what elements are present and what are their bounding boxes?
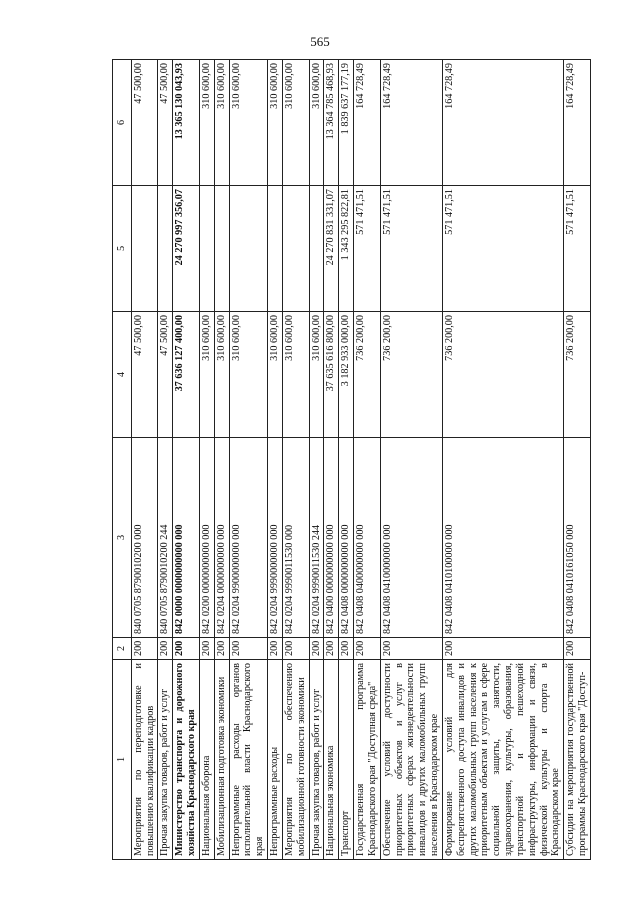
row-code: 842 0408 0410100000 000 [442,438,563,638]
row-col2: 200 [214,638,229,660]
row-value-5: 571 471,51 [442,186,563,312]
column-header: 1 [113,660,132,860]
row-name: Транспорт [339,660,354,860]
row-name: Министерство транспорта и дорожного хозяйства Краснодарского края [173,660,200,860]
table-row [339,60,354,860]
row-value-6: 310 600,00 [309,60,324,186]
row-value-4: 310 600,00 [309,312,324,438]
row-value-4: 736 200,00 [442,312,563,438]
row-col2: 200 [131,638,158,660]
row-value-6: 164 728,49 [442,60,563,186]
row-value-6: 1 839 637 177,19 [339,60,354,186]
row-value-5 [214,186,229,312]
row-value-4: 37 635 616 800,00 [324,312,339,438]
row-col2: 200 [309,638,324,660]
row-col2: 200 [199,638,214,660]
budget-table-rotated [112,60,620,860]
table-row [173,60,200,860]
row-value-5 [229,186,267,312]
row-value-4: 736 200,00 [354,312,381,438]
row-value-6: 47 500,00 [158,60,173,186]
row-code: 842 0200 0000000000 000 [199,438,214,638]
row-name: Национальная экономика [324,660,339,860]
table-row [229,60,267,860]
row-col2: 200 [282,638,309,660]
table-row [354,60,381,860]
table-row [158,60,173,860]
row-value-4: 37 636 127 400,00 [173,312,200,438]
column-header: 5 [113,186,132,312]
table-row [442,60,563,860]
row-code: 842 0204 0000000000 000 [214,438,229,638]
row-col2: 200 [354,638,381,660]
row-code: 842 0204 9990011530 000 [282,438,309,638]
row-code: 840 0705 8790010200 244 [158,438,173,638]
row-col2: 200 [380,638,442,660]
row-value-4: 47 500,00 [131,312,158,438]
header-row [113,60,132,860]
row-name: Мероприятия по обеспечению мобилизационной готовности экономики [282,660,309,860]
column-header: 2 [113,638,132,660]
row-value-5 [158,186,173,312]
row-col2: 200 [158,638,173,660]
row-value-5: 571 471,51 [354,186,381,312]
row-col2: 200 [564,638,591,660]
row-col2: 200 [229,638,267,660]
row-code: 842 0204 9990011530 244 [309,438,324,638]
row-name: Государственная программа Краснодарского края "Доступная среда" [354,660,381,860]
row-name: Обеспечение условий доступности приоритетных объектов и услуг в приоритетных сферах жизнедеятельности инвалидов и других маломобильных групп населения в Краснодарском крае [380,660,442,860]
row-value-6: 164 728,49 [564,60,591,186]
row-value-4: 736 200,00 [380,312,442,438]
row-code: 842 0204 9900000000 000 [229,438,267,638]
row-code: 842 0408 0400000000 000 [354,438,381,638]
row-code: 842 0408 0000000000 000 [339,438,354,638]
column-header: 4 [113,312,132,438]
row-value-4: 3 182 933 000,00 [339,312,354,438]
row-value-4: 310 600,00 [282,312,309,438]
row-value-6: 47 500,00 [131,60,158,186]
row-code: 842 0408 0410000000 000 [380,438,442,638]
row-value-4: 310 600,00 [229,312,267,438]
row-code: 842 0000 0000000000 000 [173,438,200,638]
row-code: 842 0204 9990000000 000 [268,438,283,638]
row-value-5 [282,186,309,312]
row-value-6: 310 600,00 [199,60,214,186]
row-name: Мобилизационная подготовка экономики [214,660,229,860]
row-value-4: 47 500,00 [158,312,173,438]
table-row [282,60,309,860]
row-value-4: 736 200,00 [564,312,591,438]
row-name: Национальная оборона [199,660,214,860]
row-value-4: 310 600,00 [268,312,283,438]
row-name: Субсидии на мероприятия государственной программы Краснодарского края "Доступ- [564,660,591,860]
row-code: 842 0400 0000000000 000 [324,438,339,638]
row-name: Прочая закупка товаров, работ и услуг [309,660,324,860]
row-value-5 [309,186,324,312]
row-value-5: 24 270 997 356,07 [173,186,200,312]
budget-table [112,59,591,860]
row-value-6: 13 365 130 043,93 [173,60,200,186]
column-header: 3 [113,438,132,638]
row-name: Непрограммные расходы [268,660,283,860]
row-name: Непрограммные расходы органов исполнительной власти Краснодарского края [229,660,267,860]
row-value-4: 310 600,00 [199,312,214,438]
table-row [214,60,229,860]
row-value-5: 24 270 831 331,07 [324,186,339,312]
row-value-6: 13 364 785 468,93 [324,60,339,186]
row-value-5: 571 471,51 [564,186,591,312]
row-value-6: 310 600,00 [229,60,267,186]
row-value-5 [268,186,283,312]
table-row [268,60,283,860]
column-header: 6 [113,60,132,186]
table-row [309,60,324,860]
row-col2: 200 [442,638,563,660]
table-row [564,60,591,860]
row-value-6: 164 728,49 [380,60,442,186]
row-col2: 200 [173,638,200,660]
row-name: Прочая закупка товаров, работ и услуг [158,660,173,860]
row-value-5 [199,186,214,312]
table-row [199,60,214,860]
row-name: Мероприятия по переподготовке и повышению квалификации кадров [131,660,158,860]
row-value-6: 164 728,49 [354,60,381,186]
row-col2: 200 [339,638,354,660]
table-row [324,60,339,860]
row-code: 840 0705 8790010200 000 [131,438,158,638]
row-value-4: 310 600,00 [214,312,229,438]
page-number: 565 [310,34,330,49]
row-value-5 [131,186,158,312]
row-name: Формирование условий для беспрепятственного доступа инвалидов и других маломобильных групп населения к приоритетным объектам и услугам в сфере социальной защиты, занятости, здравоохранения, культуры, образования, транспортной и пешеходной инфраструктуры, информации и связи, физической культуры и спорта в Краснодарском крае [442,660,563,860]
row-value-6: 310 600,00 [268,60,283,186]
row-col2: 200 [324,638,339,660]
row-value-6: 310 600,00 [214,60,229,186]
row-value-5: 571 471,51 [380,186,442,312]
row-code: 842 0408 0410161050 000 [564,438,591,638]
table-row [380,60,442,860]
table-row [131,60,158,860]
row-value-5: 1 343 295 822,81 [339,186,354,312]
row-value-6: 310 600,00 [282,60,309,186]
row-col2: 200 [268,638,283,660]
